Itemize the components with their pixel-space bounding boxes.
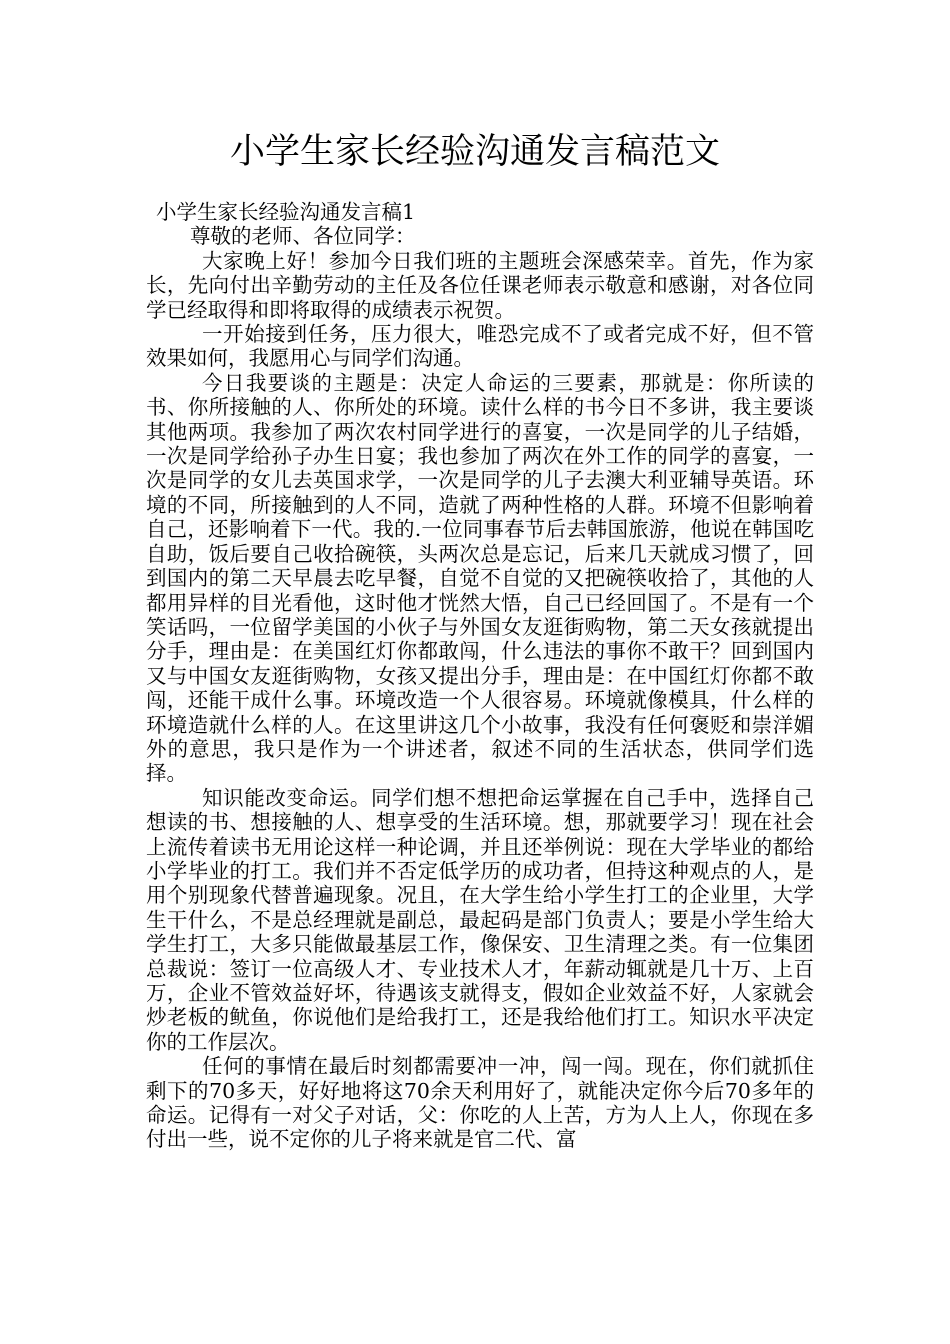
- greeting-line: 尊敬的老师、各位同学：: [190, 224, 416, 249]
- paragraph-knowledge: 知识能改变命运。同学们想不想把命运掌握在自己手中，选择自己想读的书、想接触的人、想享受的生活环境。想，那就要学习！现在社会上流传着读书无用论这样一种论调，并且还举例说：现在大学毕业的都给小学毕业的打工。我们并不否定低学历的成功者，但持这种观点的人，是用个别现象代替普遍现象。况且，在大学生给小学生打工的企业里，大学生干什么，不是总经理就是副总，最起码是部门负责人；要是小学生给大学生打工，大多只能做最基层工作，像保安、卫生清理之类。有一位集团总裁说：签订一位高级人才、专业技术人才，年薪动辄就是几十万、上百万，企业不管效益好坏，待遇该支就得支，假如企业效益不好，人家就会炒老板的鱿鱼，你说他们是给我打工，还是我给他们打工。知识水平决定你的工作层次。: [146, 785, 814, 1054]
- page-title: 小学生家长经验沟通发言稿范文: [229, 132, 720, 172]
- paragraph-opening: 大家晚上好！参加今日我们班的主题班会深感荣幸。首先，作为家长，先向付出辛勤劳动的主任及各位任课老师表示敬意和感谢，对各位同学已经取得和即将取得的成绩表示祝贺。: [146, 248, 814, 322]
- document-body: [146, 200, 814, 1152]
- paragraph-final-sprint: 任何的事情在最后时刻都需要冲一冲，闯一闯。现在，你们就抓住剩下的70多天，好好地将这70余天利用好了，就能决定你今后70多年的命运。记得有一对父子对话，父：你吃的人上苦，方为人上人，你现在多付出一些，说不定你的儿子将来就是官二代、富: [146, 1054, 814, 1152]
- paragraph-three-factors: 今日我要谈的主题是：决定人命运的三要素，那就是：你所读的书、你所接触的人、你所处的环境。读什么样的书今日不多讲，我主要谈其他两项。我参加了两次农村同学进行的喜宴，一次是同学的儿子结婚，一次是同学给孙子办生日宴；我也参加了两次在外工作的同学的喜宴，一次是同学的女儿去英国求学，一次是同学的儿子去澳大利亚辅导英语。环境的不同，所接触到的人不同，造就了两种性格的人群。环境不但影响着自己，还影响着下一代。我的.一位同事春节后去韩国旅游，他说在韩国吃自助，饭后要自己收拾碗筷，头两次总是忘记，后来几天就成习惯了，回到国内的第二天早晨去吃早餐，自觉不自觉的又把碗筷收拾了，其他的人都用异样的目光看他，这时他才恍然大悟，自己已经回国了。不是有一个笑话吗，一位留学美国的小伙子与外国女友逛街购物，第二天女孩就提出分手，理由是：在美国红灯你都敢闯，什么违法的事你不敢干？回到国内又与中国女友逛街购物，女孩又提出分手，理由是：在中国红灯你都不敢闯，还能干成什么事。环境改造一个人很容易。环境就像模具，什么样的环境造就什么样的人。在这里讲这几个小故事，我没有任何褒贬和崇洋媚外的意思，我只是作为一个讲述者，叙述不同的生活状态，供同学们选择。: [146, 370, 814, 786]
- paragraph-task: 一开始接到任务，压力很大，唯恐完成不了或者完成不好，但不管效果如何，我愿用心与同学们沟通。: [146, 322, 814, 371]
- section-heading: 小学生家长经验沟通发言稿1: [156, 200, 416, 224]
